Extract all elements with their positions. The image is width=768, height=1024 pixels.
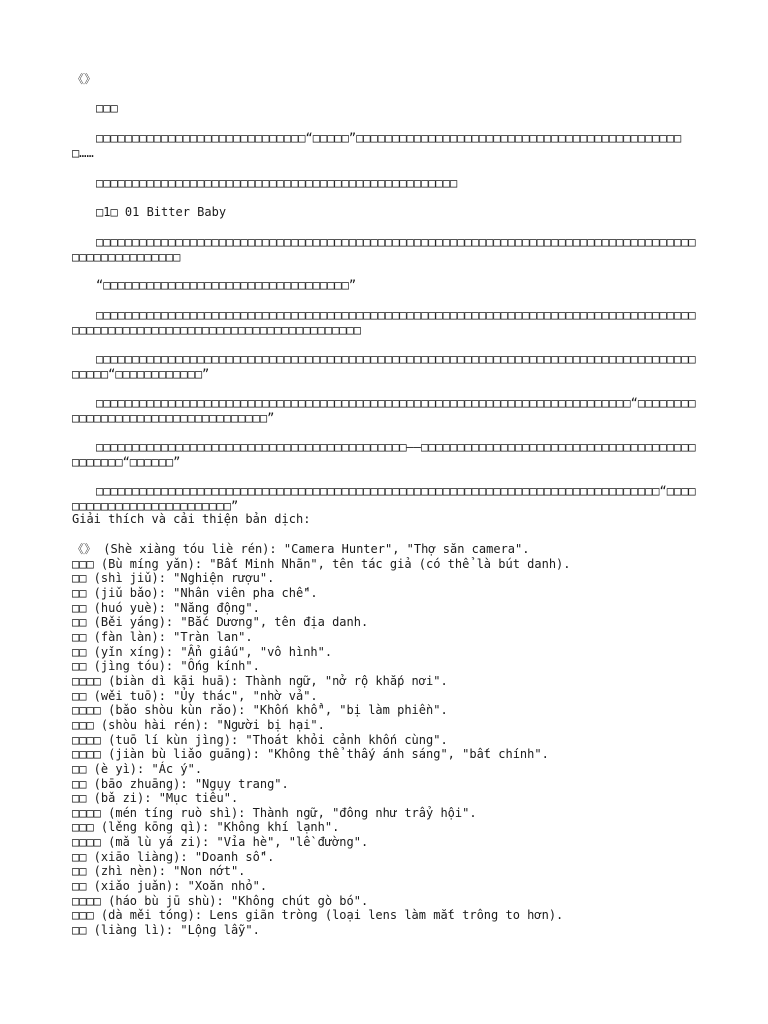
note-item: □□□ (Bù míng yǎn): "Bất Minh Nhãn", tên tác giả (có thể là bút danh). [72,556,571,571]
paragraph: □□□□□□□□□□□□□□□□□□□□□□□□□□□□□□□□□□□□□□□□□□□□□□□□□□□□□□□□□□□□□□□□□□□□□□□□□□□□□□□□□□□□□□□□□□□□□□□□□□ [72,235,696,264]
note-item: □□□□ (háo bù jū shù): "Không chút gò bó". [72,893,369,908]
paragraph: □□□□□□□□□□□□□□□□□□□□□□□□□□□□□□□□□□□□□□□□□□□□□□□□□□□□□□□□□□□□□□□□□□□□□□□□□□□□□□□□□□□□□□□□□□□□□□□□□□□□□□□□□□□□□□□□□□□□□□□□□□□ [72,308,696,337]
note-item: □□ (Běi yáng): "Bắc Dương", tên địa danh. [72,615,369,630]
note-item: □□ (bǎ zi): "Mục tiêu". [72,791,239,806]
paragraph-intro: □□□□□□□□□□□□□□□□□□□□□□□□□□□□□“□□□□□”□□□□□□□□□□□□□□□□□□□□□□□□□□□□□□□□□□□□□□□□□□□□□□…… [72,131,682,160]
paragraph: □□□□□□□□□□□□□□□□□□□□□□□□□□□□□□□□□□□□□□□□□□□——□□□□□□□□□□□□□□□□□□□□□□□□□□□□□□□□□□□□□□□□□□□□□“□□□□□□” [72,440,696,469]
note-item: □□□□ (jiàn bù liǎo guāng): "Không thể thấy ánh sáng", "bất chính". [72,747,549,762]
note-item: □□ (è yì): "Ác ý". [72,761,203,776]
note-item: □□ (wěi tuō): "Ủy thác", "nhờ vả". [72,688,318,703]
paragraph-author: □□□ [96,101,118,115]
note-item: □□ (xiǎo juǎn): "Xoăn nhỏ". [72,879,268,894]
note-item: □□□ (dà měi tóng): Lens giãn tròng (loại lens làm mắt trông to hơn). [72,908,564,923]
note-item: □□□□ (tuō lí kùn jìng): "Thoát khỏi cảnh khốn cùng". [72,732,448,747]
note-item: □□□□ (mǎ lù yá zi): "Vỉa hè", "lề đường". [72,835,369,850]
note-item: □□ (jiǔ bǎo): "Nhân viên pha chế". [72,585,318,600]
note-item: □□ (zhì nèn): "Non nớt". [72,864,246,879]
document-title: 《》 [72,72,97,86]
note-item: □□ (jìng tóu): "Ống kính". [72,659,260,674]
paragraph-quote: “□□□□□□□□□□□□□□□□□□□□□□□□□□□□□□□□□□” [96,278,357,292]
paragraph: □□□□□□□□□□□□□□□□□□□□□□□□□□□□□□□□□□□□□□□□□□□□□□□□□□□□□□□□□□□□□□□□□□□□□□□□□□□□□□“□□□□□□□□□□□□□□□□□□□□□□□□□□” [72,484,696,513]
note-item: □□□ (shòu hài rén): "Người bị hại". [72,717,325,732]
note-item: □□□ (lěng kōng qì): "Không khí lạnh". [72,820,340,835]
paragraph-summary: □□□□□□□□□□□□□□□□□□□□□□□□□□□□□□□□□□□□□□□□□□□□□□□□□□ [96,176,458,190]
notes-heading: Giải thích và cải thiện bản dịch: [72,512,311,526]
note-item: □□□□ (biàn dì kāi huā): Thành ngữ, "nở rộ khắp nơi". [72,673,448,688]
note-item: □□ (fàn làn): "Tràn lan". [72,629,253,644]
note-item: □□ (yǐn xíng): "Ẩn giấu", "vô hình". [72,644,333,659]
note-item: 《》 (Shè xiàng tóu liè rén): "Camera Hunter", "Thợ săn camera". [72,542,530,556]
note-item: □□ (huó yuè): "Năng động". [72,600,260,615]
note-item: □□ (liàng lì): "Lộng lẫy". [72,923,260,938]
translation-notes-list [72,542,571,938]
note-item: □□ (shì jiǔ): "Nghiện rượu". [72,571,275,586]
note-item: □□□□ (mén tíng ruò shì): Thành ngữ, "đông như trẩy hội". [72,805,477,820]
paragraph: □□□□□□□□□□□□□□□□□□□□□□□□□□□□□□□□□□□□□□□□□□□□□□□□□□□□□□□□□□□□□□□□□□□□□□□□□□“□□□□□□□□□□□□□□□□□□□□□□□□□□□□□□□□□□□” [72,396,696,425]
note-item: □□ (xiāo liàng): "Doanh số". [72,849,275,864]
paragraph: □□□□□□□□□□□□□□□□□□□□□□□□□□□□□□□□□□□□□□□□□□□□□□□□□□□□□□□□□□□□□□□□□□□□□□□□□□□□□□□□□□□□□□□□“□□□□□□□□□□□□” [72,352,696,381]
note-item: □□ (bāo zhuāng): "Ngụy trang". [72,776,289,791]
chapter-heading: □1□ 01 Bitter Baby [96,205,227,219]
note-item: □□□□ (bǎo shòu kùn rǎo): "Khốn khổ", "bị làm phiền". [72,703,448,718]
